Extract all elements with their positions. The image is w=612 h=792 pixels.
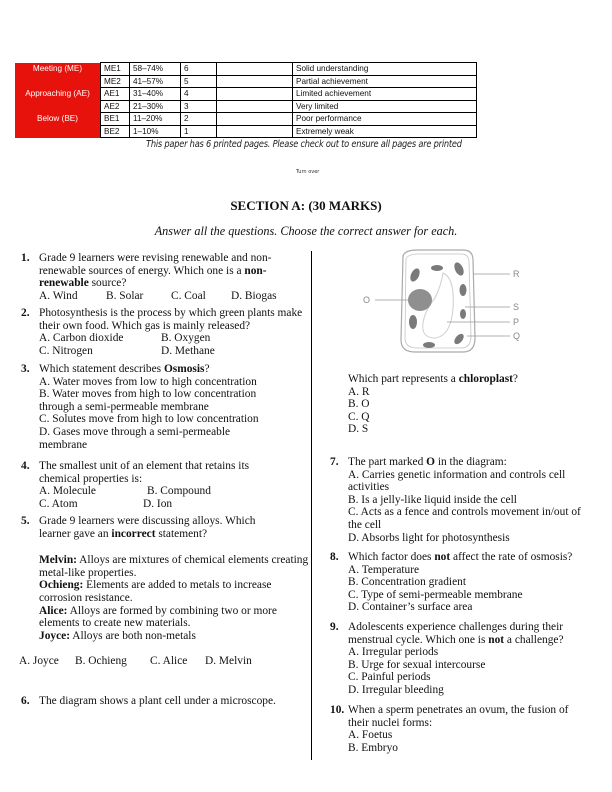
option-c[interactable]: C. Atom (39, 497, 78, 510)
grading-rubric-table (15, 62, 477, 138)
code-cell: AE2 (101, 100, 130, 113)
question-5 (19, 515, 309, 668)
blank-cell (217, 125, 293, 138)
question-number: 3. (21, 363, 30, 375)
question-number: 9. (330, 621, 339, 633)
option-b[interactable]: B. Water moves from high to low concentration through a semi-permeable membrane (39, 388, 257, 413)
statement-ochieng (39, 579, 309, 604)
code-cell: AE1 (101, 88, 130, 101)
question-8 (330, 551, 592, 614)
option-d[interactable]: D. Methane (161, 344, 215, 357)
table-row (15, 113, 477, 126)
description-cell: Limited achievement (293, 88, 477, 101)
question-6 (21, 695, 304, 708)
level-cell (15, 100, 101, 113)
option-d[interactable]: D. Absorbs light for photosynthesis (348, 531, 510, 544)
statement-text: Alloys are formed by combining two or more elements to create new materials. (39, 604, 277, 630)
description-cell: Solid understanding (293, 63, 477, 76)
question-number: 2. (21, 307, 30, 319)
question-emphasis: incorrect (111, 527, 156, 540)
level-cell: Approaching (AE) (15, 88, 101, 101)
option-a[interactable]: A. Water moves from low to high concentration (39, 375, 257, 388)
blank-cell (217, 75, 293, 88)
option-a[interactable]: A. Joyce (19, 655, 59, 668)
table-row (15, 88, 477, 101)
question-number: 5. (21, 515, 30, 527)
points-cell: 6 (181, 63, 217, 76)
option-b[interactable]: B. Ochieng (75, 655, 127, 668)
question-emphasis: chloroplast (458, 373, 513, 385)
option-a[interactable]: A. Irregular periods (348, 646, 439, 659)
question-text-end: ? (512, 373, 518, 385)
statement-melvin (39, 554, 309, 579)
question-7 (330, 456, 592, 544)
blank-cell (217, 100, 293, 113)
label-q: Q (513, 331, 520, 341)
question-text: The part marked (348, 456, 427, 468)
blank-cell (217, 88, 293, 101)
question-text: Grade 9 learners were discussing alloys. Which learner gave an (39, 515, 256, 540)
option-c[interactable]: C. Type of semi-permeable membrane (348, 588, 523, 601)
learner-name: Joyce: (39, 629, 70, 642)
label-p: P (513, 317, 520, 327)
range-cell: 31–40% (130, 88, 181, 101)
option-c[interactable]: C. Acts as a fence and controls movement in/out of the cell (348, 506, 581, 531)
description-cell: Extremely weak (293, 125, 477, 138)
option-a[interactable]: A. Foetus (348, 729, 393, 742)
learner-name: Ochieng: (39, 579, 84, 592)
level-cell (15, 75, 101, 88)
option-d[interactable]: D. Melvin (205, 655, 252, 668)
points-cell: 2 (181, 113, 217, 126)
range-cell: 58–74% (130, 63, 181, 76)
option-d[interactable]: D. Irregular bleeding (348, 683, 444, 696)
question-2 (21, 307, 304, 357)
points-cell: 1 (181, 125, 217, 138)
option-b[interactable]: B. Concentration gradient (348, 576, 466, 589)
question-text-end: affect the rate of osmosis? (450, 551, 573, 563)
option-a[interactable]: A. Wind (39, 289, 78, 302)
learner-statements (39, 554, 309, 642)
blank-cell (217, 63, 293, 76)
option-b[interactable]: B. Urge for sexual intercourse (348, 658, 486, 671)
option-a[interactable]: A. Carries genetic information and controls cell activities (348, 468, 566, 494)
question-text-end: statement? (155, 527, 208, 540)
option-c[interactable]: C. Painful periods (348, 671, 431, 684)
options-row (39, 498, 289, 511)
question-emphasis: not (434, 551, 451, 563)
plant-cell-diagram (355, 248, 520, 358)
page-count-notice: This paper has 6 printed pages. Please check out to ensure all pages are printed (146, 139, 462, 150)
description-cell: Poor performance (293, 113, 477, 126)
question-text: Which statement describes (39, 363, 164, 375)
statement-joyce (39, 630, 309, 643)
range-cell: 11–20% (130, 113, 181, 126)
turn-over-note: Turn over (296, 169, 320, 175)
statement-alice (39, 605, 309, 630)
options-row (19, 655, 304, 668)
question-number: 8. (330, 551, 339, 563)
question-text: Photosynthesis is the process by which green plants make their own food. Which gas is mainly released? (39, 307, 303, 332)
level-cell: Meeting (ME) (15, 63, 101, 76)
option-d[interactable]: D. Gases move through a semi-permeable membrane (39, 425, 231, 451)
question-text: Which part represents a (348, 373, 459, 385)
question-3 (21, 363, 304, 451)
option-b[interactable]: B. Oxygen (161, 332, 211, 345)
option-b[interactable]: B. Embryo (348, 741, 398, 754)
question-text: The diagram shows a plant cell under a microscope. (39, 695, 276, 707)
option-c[interactable]: C. Alice (150, 655, 188, 668)
option-d[interactable]: D. S (348, 423, 369, 436)
question-text-end: in the diagram: (435, 456, 507, 468)
question-text-end: source? (88, 277, 127, 290)
question-emphasis: O (426, 456, 435, 468)
statement-text: Elements are added to metals to increase corrosion resistance. (39, 579, 272, 604)
code-cell: BE2 (101, 125, 130, 138)
options-row (39, 345, 304, 358)
question-4 (21, 460, 304, 510)
option-d[interactable]: D. Ion (143, 497, 173, 510)
code-cell: BE1 (101, 113, 130, 126)
option-d[interactable]: D. Biogas (231, 289, 277, 302)
range-cell: 1–10% (130, 125, 181, 138)
points-cell: 5 (181, 75, 217, 88)
question-text: Adolescents experience challenges during their menstrual cycle. Which one is (348, 621, 564, 646)
option-b[interactable]: B. Solar (106, 289, 144, 302)
range-cell: 21–30% (130, 100, 181, 113)
section-title: SECTION A: (30 MARKS) (230, 198, 382, 213)
option-b[interactable]: B. Is a jelly-like liquid inside the cell (348, 493, 517, 506)
code-cell: ME1 (101, 63, 130, 76)
question-text: When a sperm penetrates an ovum, the fusion of their nuclei forms: (348, 704, 569, 729)
option-d[interactable]: D. Container’s surface area (348, 601, 473, 614)
question-number: 6. (21, 695, 30, 707)
section-instructions: Answer all the questions. Choose the correct answer for each. (154, 224, 458, 238)
table-row (15, 125, 477, 138)
label-r: R (513, 269, 520, 279)
table-row (15, 75, 477, 88)
learner-name: Melvin: (39, 554, 77, 567)
question-text: The smallest unit of an element that retains its chemical properties is: (39, 460, 250, 485)
question-emphasis: not (488, 633, 505, 646)
question-text: Which factor does (348, 551, 435, 563)
description-cell: Partial achievement (293, 75, 477, 88)
table-row (15, 100, 477, 113)
learner-name: Alice: (39, 604, 68, 617)
column-divider (311, 251, 312, 760)
question-9 (330, 621, 592, 697)
points-cell: 4 (181, 88, 217, 101)
question-number: 4. (21, 460, 30, 472)
question-emphasis: non-renewable (39, 264, 267, 290)
table-row (15, 63, 477, 76)
statement-text: Alloys are mixtures of chemical elements creating metal-like properties. (39, 554, 309, 579)
option-b[interactable]: B. Compound (147, 485, 211, 498)
question-number: 7. (330, 456, 339, 468)
option-a[interactable]: A. Carbon dioxide (39, 332, 124, 345)
description-cell: Very limited (293, 100, 477, 113)
question-1 (21, 252, 304, 302)
option-c[interactable]: C. Coal (171, 289, 206, 302)
option-c[interactable]: C. Q (348, 410, 370, 423)
statement-text: Alloys are both non-metals (70, 629, 196, 642)
range-cell: 41–57% (130, 75, 181, 88)
question-10 (330, 704, 592, 754)
options-row (39, 332, 304, 345)
question-number: 10. (330, 704, 345, 716)
option-c[interactable]: C. Nitrogen (39, 344, 93, 357)
options-row (39, 485, 289, 498)
level-cell: Below (BE) (15, 113, 101, 126)
question-number: 1. (21, 252, 30, 264)
question-6-subquestion (348, 373, 598, 436)
nucleus (408, 289, 432, 311)
question-emphasis: Osmosis (163, 363, 205, 375)
option-a[interactable]: A. Molecule (39, 485, 96, 498)
label-o: O (363, 295, 371, 305)
question-text-end: a challenge? (504, 633, 564, 646)
code-cell: ME2 (101, 75, 130, 88)
option-b[interactable]: B. O (348, 398, 370, 411)
blank-cell (217, 113, 293, 126)
label-s: S (513, 302, 520, 312)
question-text: Grade 9 learners were revising renewable and non-renewable sources of energy. Which one is a (39, 252, 272, 277)
option-a[interactable]: A. R (348, 385, 370, 398)
level-cell (15, 125, 101, 138)
option-c[interactable]: C. Solutes move from high to low concentration (39, 413, 259, 426)
option-a[interactable]: A. Temperature (348, 563, 420, 576)
options-row (39, 290, 304, 303)
question-text-end: ? (204, 363, 210, 375)
points-cell: 3 (181, 100, 217, 113)
